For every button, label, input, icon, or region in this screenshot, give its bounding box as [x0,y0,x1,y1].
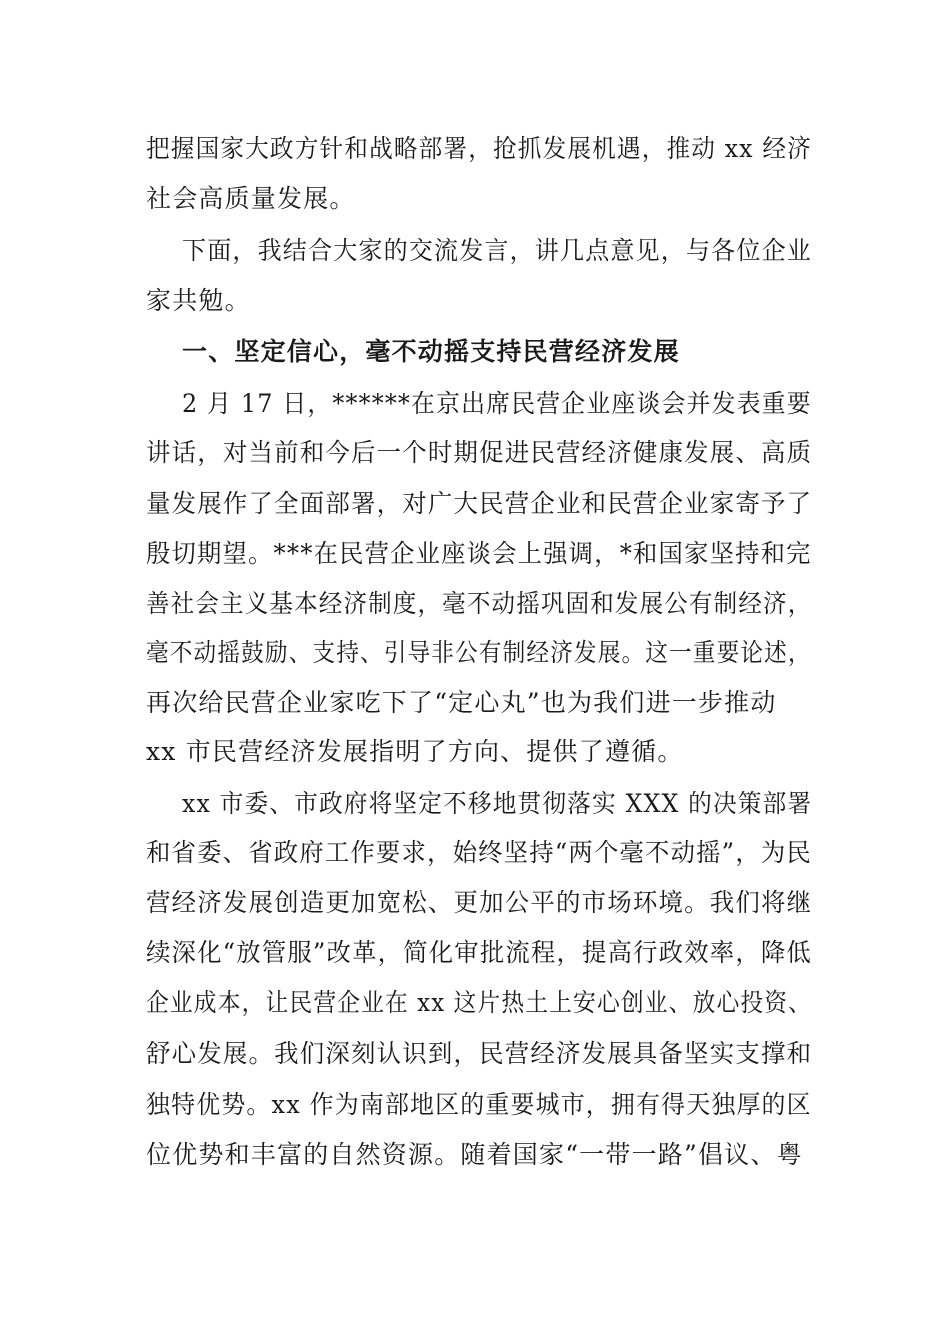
paragraph-line: 2 月 17 日，******在京出席民营企业座谈会并发表重要 [182,389,812,418]
paragraph-line: 善社会主义基本经济制度，毫不动摇巩固和发展公有制经济， [146,589,813,618]
paragraph-line: 殷切期望。***在民营企业座谈会上强调，*和国家坚持和完 [146,539,812,568]
paragraph-line: 毫不动摇鼓励、支持、引导非公有制经济发展。这一重要论述， [146,638,812,667]
paragraph-line: 把握国家大政方针和战略部署，抢抓发展机遇，推动 xx 经济 [146,134,812,163]
paragraph-line: 独特优势。xx 作为南部地区的重要城市，拥有得天独厚的区 [146,1090,812,1119]
paragraph-line: 社会高质量发展。 [146,184,356,213]
paragraph-line: 续深化“放管服”改革，简化审批流程，提高行政效率，降低 [146,938,812,967]
paragraph-line: 营经济发展创造更加宽松、更加公平的市场环境。我们将继 [146,888,813,917]
paragraph-line: 量发展作了全面部署，对广大民营企业和民营企业家寄予了 [146,489,813,518]
paragraph-line: 家共勉。 [146,286,251,315]
paragraph-line: 讲话，对当前和今后一个时期促进民营经济健康发展、高质 [146,438,813,467]
paragraph-line: xx 市委、市政府将坚定不移地贯彻落实 XXX 的决策部署 [182,789,813,818]
paragraph-line: 舒心发展。我们深刻认识到，民营经济发展具备坚实支撑和 [146,1039,813,1068]
paragraph-line: 企业成本，让民营企业在 xx 这片热土上安心创业、放心投资、 [146,988,813,1017]
paragraph-line: xx 市民营经济发展指明了方向、提供了遵循。 [146,737,684,766]
paragraph-line: 再次给民营企业家吃下了“定心丸”也为我们进一步推动 [146,688,777,717]
paragraph-line: 位优势和丰富的自然资源。随着国家“一带一路”倡议、粤 [146,1140,803,1169]
paragraph-line: 和省委、省政府工作要求，始终坚持“两个毫不动摇”，为民 [146,838,812,867]
section-heading: 一、坚定信心，毫不动摇支持民营经济发展 [182,337,680,366]
paragraph-line: 下面，我结合大家的交流发言，讲几点意见，与各位企业 [182,236,812,265]
